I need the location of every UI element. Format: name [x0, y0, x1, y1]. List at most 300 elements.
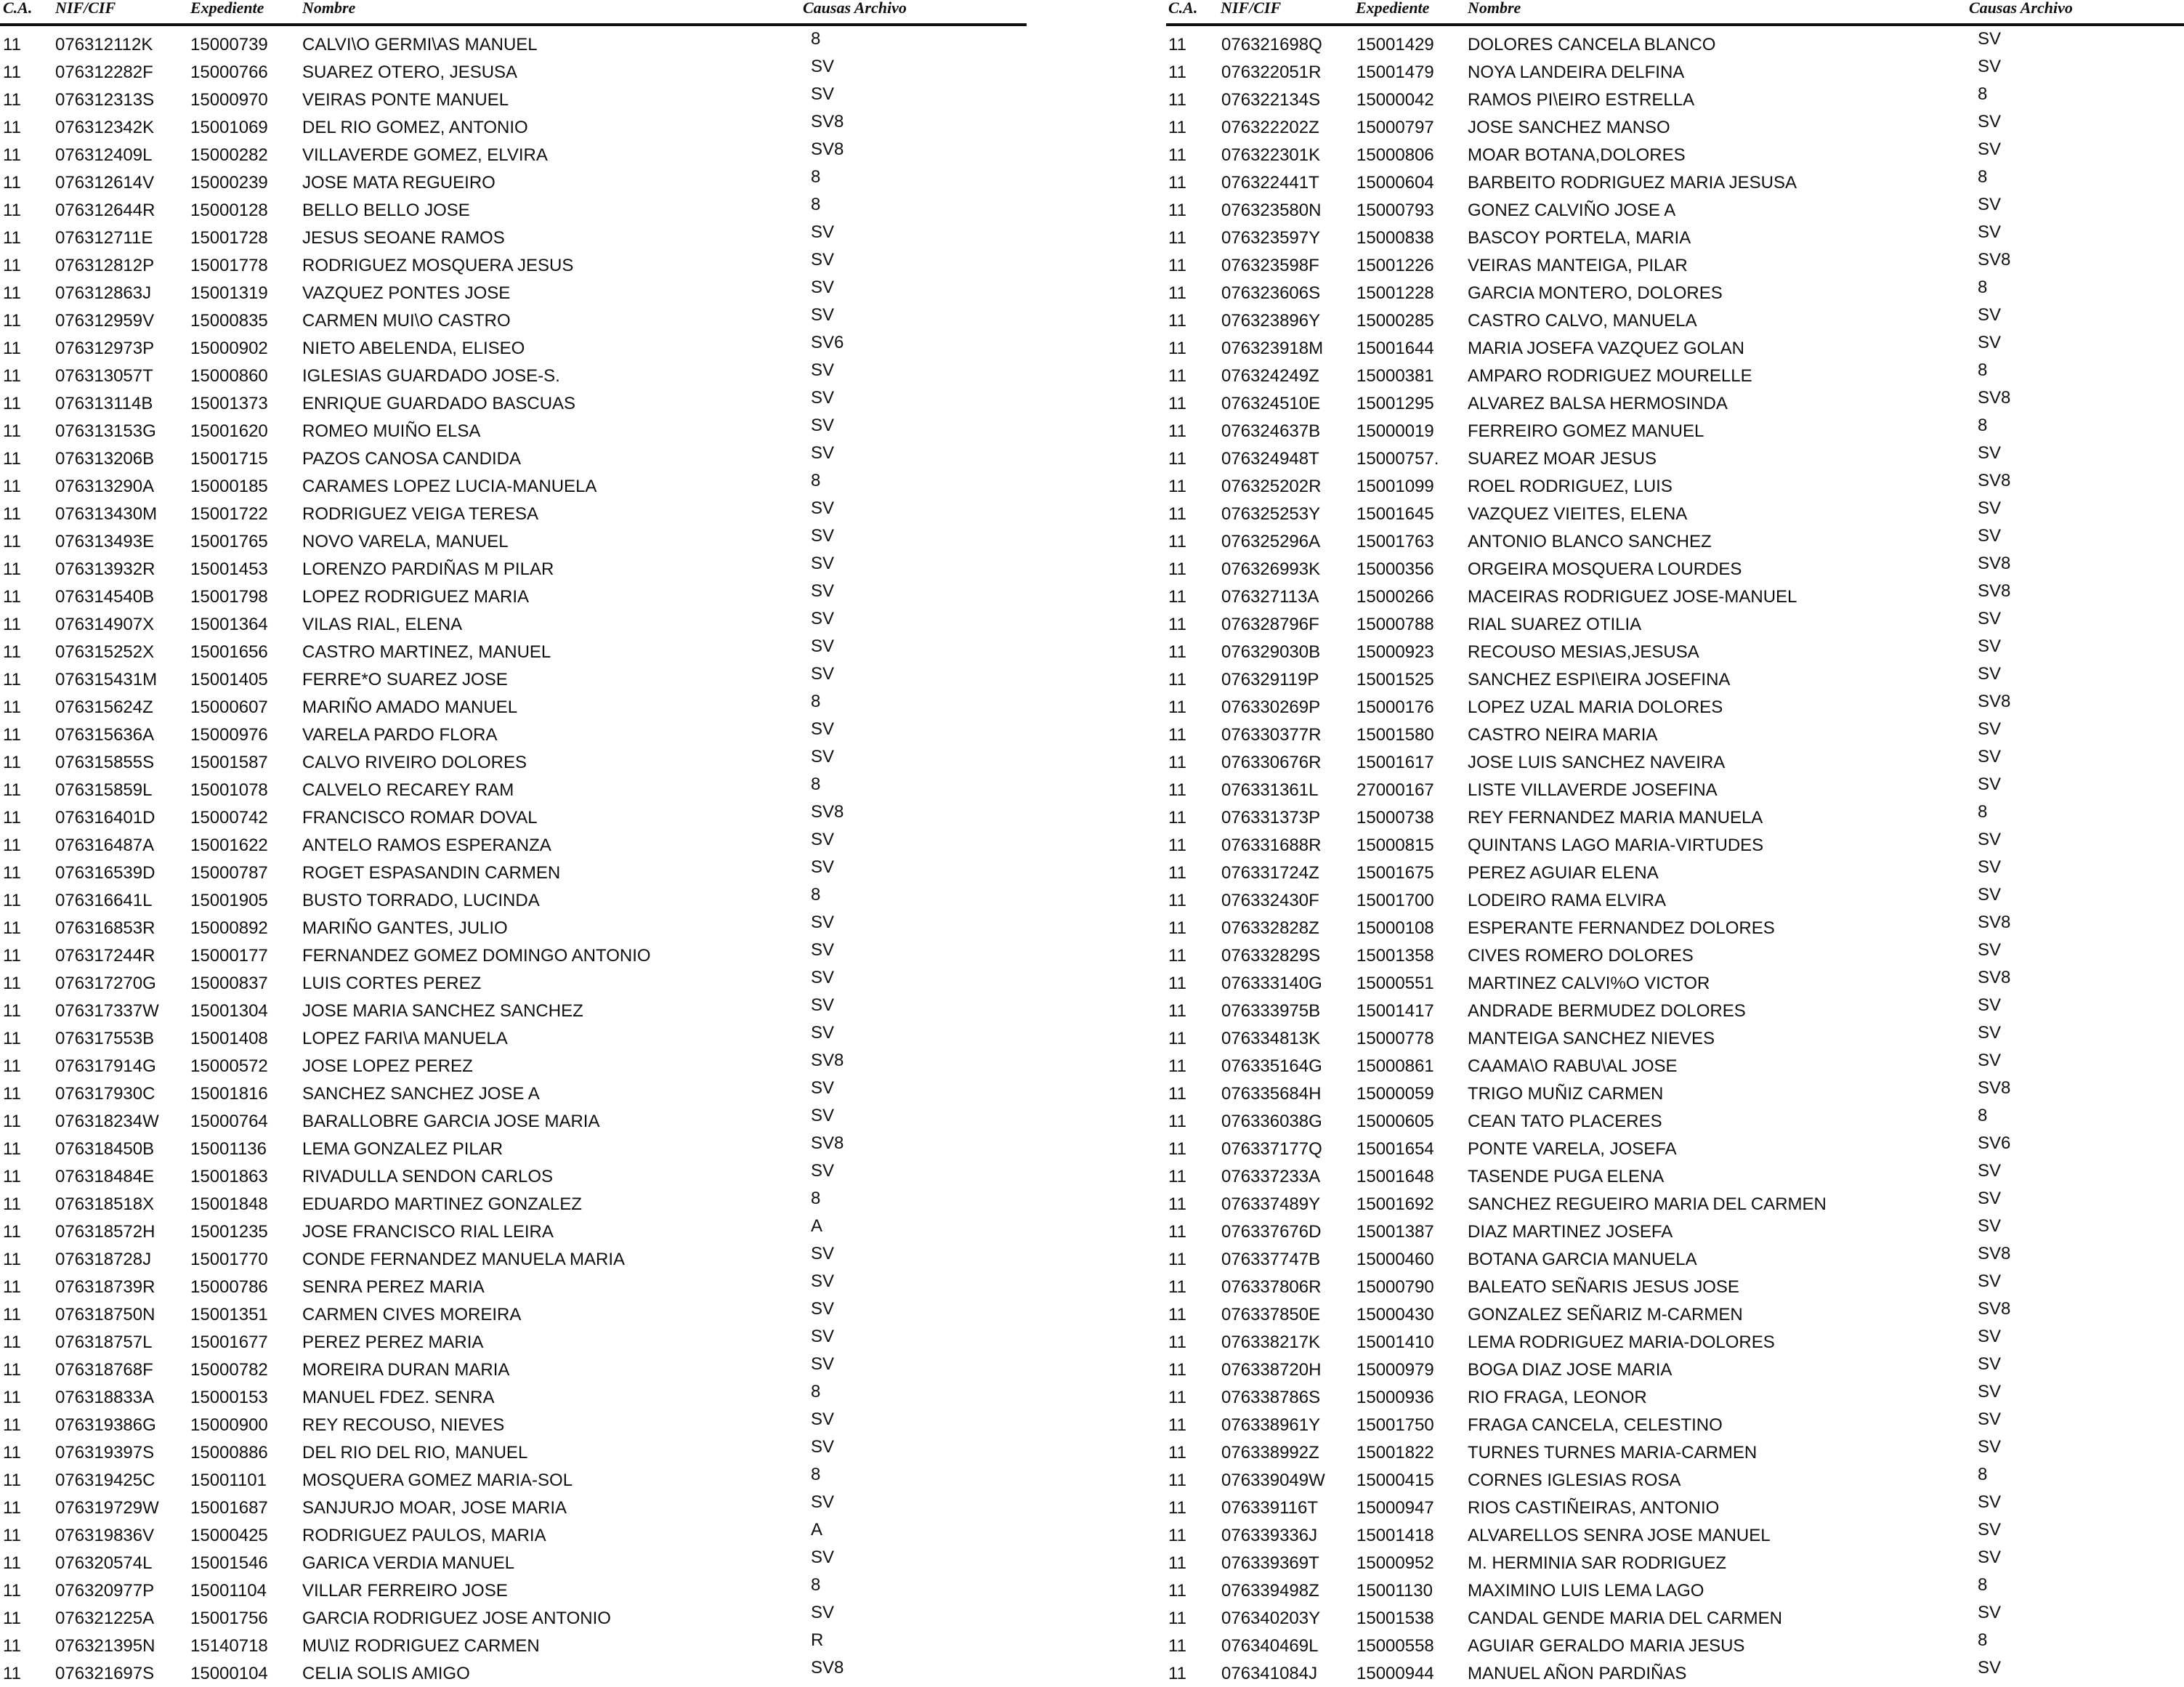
cell-nombre: PEREZ AGUIAR ELENA: [1468, 863, 1659, 883]
table-row: [1166, 31, 2184, 58]
cell-nif: 076341084J: [1221, 1664, 1318, 1683]
cell-ca: 11: [3, 615, 21, 634]
cell-nif: 076317244R: [55, 946, 155, 966]
cell-expediente: 15001756: [190, 1609, 268, 1628]
cell-nombre: CARMEN CIVES MOREIRA: [302, 1305, 522, 1324]
cell-causa: SV: [811, 1161, 835, 1181]
cell-causa: SV: [811, 443, 835, 463]
cell-expediente: 15140718: [190, 1636, 268, 1656]
cell-nombre: FERRE*O SUAREZ JOSE: [302, 670, 508, 689]
cell-expediente: 15000738: [1356, 808, 1434, 828]
table-row: [1166, 1632, 2184, 1659]
cell-nombre: RIVADULLA SENDON CARLOS: [302, 1167, 553, 1186]
cell-nif: 076331688R: [1221, 836, 1322, 855]
cell-causa: 8: [1978, 1106, 1988, 1125]
table-row: [0, 1577, 1032, 1604]
cell-causa: SV8: [811, 1133, 844, 1153]
cell-expediente: 15000786: [190, 1277, 268, 1297]
cell-causa: 8: [811, 167, 821, 187]
cell-causa: SV8: [1978, 554, 2011, 573]
cell-nif: 076339336J: [1221, 1526, 1318, 1545]
table-row: [0, 638, 1032, 666]
cell-nif: 076325296A: [1221, 532, 1321, 551]
cell-nombre: BALEATO SEÑARIS JESUS JOSE: [1468, 1277, 1739, 1297]
cell-expediente: 15000787: [190, 863, 268, 883]
cell-nif: 076316853R: [55, 918, 155, 938]
cell-expediente: 15000886: [190, 1443, 268, 1463]
cell-expediente: 15000900: [190, 1415, 268, 1435]
table-row: [1166, 1439, 2184, 1466]
cell-causa: SV: [811, 1354, 835, 1374]
cell-ca: 11: [1168, 421, 1186, 441]
cell-nombre: LUIS CORTES PEREZ: [302, 974, 482, 993]
cell-causa: SV6: [811, 333, 844, 352]
table-row: [0, 831, 1032, 859]
cell-nombre: SUAREZ OTERO, JESUSA: [302, 62, 518, 82]
cell-nombre: VILLAR FERREIRO JOSE: [302, 1581, 508, 1601]
cell-nif: 076321225A: [55, 1609, 155, 1628]
table-row: [1166, 610, 2184, 638]
cell-nif: 076316401D: [55, 808, 155, 828]
cell-nif: 076338217K: [1221, 1332, 1321, 1352]
table-row: [0, 1300, 1032, 1328]
cell-nif: 076330269P: [1221, 697, 1321, 717]
table-row: [0, 1328, 1032, 1356]
cell-causa: 8: [811, 195, 821, 214]
cell-expediente: 15001319: [190, 283, 268, 303]
cell-nif: 076326993K: [1221, 559, 1321, 579]
cell-ca: 11: [1168, 1388, 1186, 1407]
cell-ca: 11: [1168, 394, 1186, 413]
header-causas: Causas Archivo: [803, 0, 907, 17]
table-row: [0, 1052, 1032, 1080]
cell-nombre: CALVO RIVEIRO DOLORES: [302, 753, 527, 772]
cell-nombre: TRIGO MUÑIZ CARMEN: [1468, 1084, 1664, 1104]
table-row: [1166, 1218, 2184, 1245]
cell-causa: SV: [811, 84, 835, 104]
cell-ca: 11: [1168, 311, 1186, 331]
cell-expediente: 15000425: [190, 1526, 268, 1545]
cell-nombre: SANCHEZ ESPI\EIRA JOSEFINA: [1468, 670, 1731, 689]
cell-causa: 8: [1978, 416, 1988, 435]
cell-expediente: 15001750: [1356, 1415, 1434, 1435]
cell-nif: 076314907X: [55, 615, 155, 634]
cell-causa: SV: [1978, 305, 2002, 325]
table-row: [1166, 389, 2184, 417]
cell-causa: SV: [1978, 636, 2002, 656]
table-row: [1166, 307, 2184, 334]
table-row: [0, 583, 1032, 610]
cell-nombre: DEL RIO GOMEZ, ANTONIO: [302, 118, 528, 137]
cell-ca: 11: [3, 173, 21, 193]
cell-nif: 076312112K: [55, 35, 153, 54]
cell-ca: 11: [3, 118, 21, 137]
cell-nombre: MANUEL FDEZ. SENRA: [302, 1388, 495, 1407]
cell-nombre: MARIÑO GANTES, JULIO: [302, 918, 508, 938]
table-row: [0, 362, 1032, 389]
table-row: [0, 1494, 1032, 1521]
cell-nif: 076337489Y: [1221, 1194, 1321, 1214]
cell-nombre: REY RECOUSO, NIEVES: [302, 1415, 505, 1435]
cell-causa: SV: [1978, 774, 2002, 794]
cell-expediente: 15000153: [190, 1388, 268, 1407]
cell-expediente: 15001228: [1356, 283, 1434, 303]
cell-nif: 076321697S: [55, 1664, 155, 1683]
table-row: [1166, 279, 2184, 307]
table-row: [0, 279, 1032, 307]
cell-nif: 076333140G: [1221, 974, 1322, 993]
cell-causa: SV: [1978, 1520, 2002, 1540]
cell-expediente: 15001687: [190, 1498, 268, 1518]
cell-nombre: LEMA GONZALEZ PILAR: [302, 1139, 503, 1159]
cell-ca: 11: [1168, 1415, 1186, 1435]
cell-causa: SV: [811, 1437, 835, 1457]
cell-nombre: FRAGA CANCELA, CELESTINO: [1468, 1415, 1723, 1435]
cell-ca: 11: [1168, 477, 1186, 496]
cell-ca: 11: [3, 1001, 21, 1021]
cell-nif: 076332828Z: [1221, 918, 1319, 938]
cell-nif: 076313206B: [55, 449, 155, 469]
cell-expediente: 15000797: [1356, 118, 1434, 137]
cell-causa: 8: [1978, 1630, 1988, 1650]
cell-ca: 11: [1168, 1360, 1186, 1380]
table-row: [0, 1024, 1032, 1052]
cell-causa: SV: [811, 968, 835, 987]
cell-ca: 11: [3, 587, 21, 607]
cell-expediente: 15000793: [1356, 201, 1434, 220]
cell-expediente: 15000108: [1356, 918, 1434, 938]
cell-nombre: MOSQUERA GOMEZ MARIA-SOL: [302, 1470, 573, 1490]
cell-expediente: 15001722: [190, 504, 268, 524]
cell-causa: SV: [1978, 1492, 2002, 1512]
table-row: [0, 113, 1032, 141]
cell-nombre: AMPARO RODRIGUEZ MOURELLE: [1468, 366, 1752, 386]
cell-ca: 11: [1168, 62, 1186, 82]
table-row: [0, 527, 1032, 555]
cell-nif: 076335164G: [1221, 1056, 1322, 1076]
cell-nombre: LISTE VILLAVERDE JOSEFINA: [1468, 780, 1718, 800]
cell-ca: 11: [3, 1332, 21, 1352]
cell-ca: 11: [1168, 173, 1186, 193]
cell-nombre: PONTE VARELA, JOSEFA: [1468, 1139, 1677, 1159]
table-row: [0, 1549, 1032, 1577]
table-row: [1166, 169, 2184, 196]
header-nombre: Nombre: [302, 0, 356, 17]
table-row: [1166, 1383, 2184, 1411]
cell-nombre: LORENZO PARDIÑAS M PILAR: [302, 559, 554, 579]
cell-causa: SV: [811, 1106, 835, 1125]
cell-nombre: RODRIGUEZ MOSQUERA JESUS: [302, 256, 574, 275]
cell-expediente: 15001304: [190, 1001, 268, 1021]
cell-ca: 11: [1168, 725, 1186, 745]
cell-nombre: TURNES TURNES MARIA-CARMEN: [1468, 1443, 1758, 1463]
cell-expediente: 15001387: [1356, 1222, 1434, 1242]
cell-causa: SV: [811, 664, 835, 684]
cell-nombre: EDUARDO MARTINEZ GONZALEZ: [302, 1194, 582, 1214]
cell-nif: 076322051R: [1221, 62, 1322, 82]
cell-nombre: SANJURJO MOAR, JOSE MARIA: [302, 1498, 567, 1518]
cell-causa: SV: [1978, 747, 2002, 766]
table-row: [1166, 1466, 2184, 1494]
cell-nif: 076312812P: [55, 256, 155, 275]
cell-ca: 11: [3, 1636, 21, 1656]
cell-causa: SV: [811, 278, 835, 297]
cell-causa: SV: [1978, 1437, 2002, 1457]
cell-causa: SV: [1978, 995, 2002, 1015]
cell-causa: SV8: [1978, 581, 2011, 601]
cell-nif: 076323918M: [1221, 339, 1324, 358]
cell-nombre: BASCOY PORTELA, MARIA: [1468, 228, 1691, 248]
cell-ca: 11: [1168, 1553, 1186, 1573]
cell-causa: R: [811, 1630, 824, 1650]
table-row: [1166, 527, 2184, 555]
cell-causa: 8: [1978, 167, 1988, 187]
cell-expediente: 15001675: [1356, 863, 1434, 883]
header-expediente: Expediente: [190, 0, 264, 17]
cell-causa: SV8: [1978, 1078, 2011, 1098]
cell-nif: 076312313S: [55, 90, 155, 110]
cell-nif: 076319836V: [55, 1526, 155, 1545]
cell-causa: SV: [1978, 498, 2002, 518]
cell-ca: 11: [1168, 201, 1186, 220]
cell-nif: 076322202Z: [1221, 118, 1319, 137]
cell-nif: 076313114B: [55, 394, 153, 413]
cell-expediente: 15001587: [190, 753, 268, 772]
cell-nif: 076321395N: [55, 1636, 155, 1656]
cell-expediente: 15000104: [190, 1664, 268, 1683]
cell-nombre: CALVELO RECAREY RAM: [302, 780, 514, 800]
cell-causa: SV: [811, 636, 835, 656]
table-row: [1166, 362, 2184, 389]
cell-ca: 11: [3, 1360, 21, 1380]
cell-ca: 11: [3, 1553, 21, 1573]
cell-causa: SV: [811, 222, 835, 242]
cell-nombre: REY FERNANDEZ MARIA MANUELA: [1468, 808, 1763, 828]
cell-nif: 076317930C: [55, 1084, 155, 1104]
table-row: [0, 1218, 1032, 1245]
cell-nombre: BOTANA GARCIA MANUELA: [1468, 1250, 1697, 1269]
cell-expediente: 15000558: [1356, 1636, 1434, 1656]
cell-nombre: CASTRO NEIRA MARIA: [1468, 725, 1658, 745]
table-row: [1166, 1080, 2184, 1107]
cell-expediente: 15001822: [1356, 1443, 1434, 1463]
cell-expediente: 15000947: [1356, 1498, 1434, 1518]
cell-expediente: 15000604: [1356, 173, 1434, 193]
cell-nif: 076323598F: [1221, 256, 1319, 275]
cell-ca: 11: [3, 1084, 21, 1104]
header-rule: [1166, 23, 2184, 26]
cell-nombre: SANCHEZ SANCHEZ JOSE A: [302, 1084, 540, 1104]
cell-expediente: 15001692: [1356, 1194, 1434, 1214]
cell-nif: 076318739R: [55, 1277, 155, 1297]
table-row: [0, 1439, 1032, 1466]
cell-causa: SV: [1978, 1658, 2002, 1678]
cell-causa: SV: [1978, 1327, 2002, 1346]
table-row: [1166, 224, 2184, 251]
cell-expediente: 15000970: [190, 90, 268, 110]
cell-nif: 076324249Z: [1221, 366, 1319, 386]
cell-ca: 11: [1168, 1222, 1186, 1242]
cell-nombre: ALVARELLOS SENRA JOSE MANUEL: [1468, 1526, 1771, 1545]
cell-nif: 076323896Y: [1221, 311, 1321, 331]
cell-nombre: FERREIRO GOMEZ MANUEL: [1468, 421, 1704, 441]
table-row: [1166, 1024, 2184, 1052]
cell-expediente: 15000952: [1356, 1553, 1434, 1573]
cell-nif: 076313153G: [55, 421, 156, 441]
table-row: [1166, 583, 2184, 610]
cell-nombre: MOAR BOTANA,DOLORES: [1468, 145, 1686, 165]
cell-nif: 076330676R: [1221, 753, 1322, 772]
table-row: [1166, 1162, 2184, 1190]
table-row: [1166, 776, 2184, 804]
cell-nif: 076330377R: [1221, 725, 1322, 745]
cell-nif: 076317914G: [55, 1056, 156, 1076]
table-row: [0, 58, 1032, 86]
cell-ca: 11: [1168, 1443, 1186, 1463]
cell-nif: 076328796F: [1221, 615, 1319, 634]
cell-nombre: VARELA PARDO FLORA: [302, 725, 498, 745]
table-row: [0, 417, 1032, 445]
cell-causa: 8: [811, 1465, 821, 1484]
table-row: [1166, 1549, 2184, 1577]
cell-ca: 11: [3, 62, 21, 82]
cell-nombre: MACEIRAS RODRIGUEZ JOSE-MANUEL: [1468, 587, 1797, 607]
cell-expediente: 15001728: [190, 228, 268, 248]
cell-expediente: 15001104: [190, 1581, 267, 1601]
cell-causa: SV: [1978, 1409, 2002, 1429]
cell-nif: 076312282F: [55, 62, 153, 82]
cell-nif: 076337850E: [1221, 1305, 1321, 1324]
cell-expediente: 15001373: [190, 394, 268, 413]
cell-causa: SV: [811, 1244, 835, 1263]
cell-nombre: BOGA DIAZ JOSE MARIA: [1468, 1360, 1673, 1380]
cell-nif: 076312973P: [55, 339, 155, 358]
cell-causa: SV: [811, 1409, 835, 1429]
cell-causa: SV: [811, 305, 835, 325]
cell-ca: 11: [1168, 587, 1186, 607]
cell-causa: SV: [811, 1023, 835, 1043]
cell-nif: 076312644R: [55, 201, 155, 220]
cell-ca: 11: [3, 1056, 21, 1076]
cell-nif: 076317553B: [55, 1029, 155, 1048]
cell-ca: 11: [3, 1305, 21, 1324]
cell-expediente: 15001770: [190, 1250, 268, 1269]
cell-causa: SV: [1978, 526, 2002, 546]
cell-ca: 11: [1168, 1581, 1186, 1601]
cell-nif: 076322301K: [1221, 145, 1321, 165]
cell-nombre: MARTINEZ CALVI%O VICTOR: [1468, 974, 1710, 993]
cell-expediente: 15000757.: [1356, 449, 1439, 469]
cell-ca: 11: [3, 366, 21, 386]
table-row: [1166, 1411, 2184, 1439]
cell-ca: 11: [1168, 1029, 1186, 1048]
cell-expediente: 15000923: [1356, 642, 1434, 662]
cell-ca: 11: [1168, 642, 1186, 662]
cell-causa: SV: [811, 913, 835, 932]
cell-ca: 11: [3, 808, 21, 828]
cell-ca: 11: [3, 670, 21, 689]
cell-expediente: 15001479: [1356, 62, 1434, 82]
cell-causa: SV: [811, 940, 835, 960]
cell-ca: 11: [1168, 1332, 1186, 1352]
header-ca: C.A.: [1168, 0, 1198, 17]
cell-nif: 076319386G: [55, 1415, 156, 1435]
cell-nif: 076312409L: [55, 145, 153, 165]
cell-nif: 076338720H: [1221, 1360, 1322, 1380]
cell-causa: SV: [1978, 1354, 2002, 1374]
cell-ca: 11: [1168, 780, 1186, 800]
cell-nombre: LOPEZ FARI\A MANUELA: [302, 1029, 508, 1048]
cell-causa: SV: [811, 498, 835, 518]
header-nif: NIF/CIF: [1221, 0, 1282, 17]
cell-causa: SV: [1978, 1382, 2002, 1401]
cell-causa: SV: [811, 995, 835, 1015]
cell-nombre: BARBEITO RODRIGUEZ MARIA JESUSA: [1468, 173, 1797, 193]
table-row: [1166, 1190, 2184, 1218]
cell-ca: 11: [1168, 559, 1186, 579]
cell-nif: 076324637B: [1221, 421, 1321, 441]
cell-causa: SV: [811, 360, 835, 380]
cell-nif: 076329030B: [1221, 642, 1321, 662]
cell-expediente: 15001816: [190, 1084, 268, 1104]
table-body: [1166, 31, 2184, 1687]
cell-expediente: 15000838: [1356, 228, 1434, 248]
table-row: [0, 721, 1032, 748]
cell-ca: 11: [1168, 256, 1186, 275]
cell-nif: 076324948T: [1221, 449, 1319, 469]
cell-expediente: 15001863: [190, 1167, 268, 1186]
table-row: [0, 748, 1032, 776]
table-row: [0, 1632, 1032, 1659]
table-row: [1166, 1356, 2184, 1383]
cell-ca: 11: [1168, 145, 1186, 165]
table-row: [1166, 1245, 2184, 1273]
cell-expediente: 15000551: [1356, 974, 1434, 993]
cell-nombre: NOVO VARELA, MANUEL: [302, 532, 509, 551]
table-row: [0, 500, 1032, 527]
table-row: [1166, 1521, 2184, 1549]
table-row: [0, 610, 1032, 638]
cell-nif: 076312959V: [55, 311, 155, 331]
cell-causa: SV8: [1978, 692, 2011, 711]
cell-causa: SV: [1978, 664, 2002, 684]
cell-nif: 076316539D: [55, 863, 155, 883]
table-row: [0, 1107, 1032, 1135]
cell-ca: 11: [1168, 1001, 1186, 1021]
cell-expediente: 15001763: [1356, 532, 1434, 551]
cell-ca: 11: [3, 1139, 21, 1159]
cell-nif: 076337233A: [1221, 1167, 1321, 1186]
cell-expediente: 15001078: [190, 780, 268, 800]
cell-nombre: AGUIAR GERALDO MARIA JESUS: [1468, 1636, 1745, 1656]
cell-causa: SV: [1978, 1216, 2002, 1236]
cell-causa: SV: [1978, 1189, 2002, 1208]
cell-ca: 11: [1168, 1305, 1186, 1324]
cell-expediente: 15000944: [1356, 1664, 1434, 1683]
cell-causa: SV: [1978, 333, 2002, 352]
cell-nombre: JOSE SANCHEZ MANSO: [1468, 118, 1670, 137]
cell-causa: 8: [1978, 1575, 1988, 1595]
cell-nombre: MANTEIGA SANCHEZ NIEVES: [1468, 1029, 1715, 1048]
cell-causa: SV: [1978, 222, 2002, 242]
cell-nombre: GARICA VERDIA MANUEL: [302, 1553, 515, 1573]
cell-nif: 076340469L: [1221, 1636, 1319, 1656]
cell-ca: 11: [1168, 1139, 1186, 1159]
table-row: [0, 1383, 1032, 1411]
cell-causa: SV6: [1978, 1133, 2011, 1153]
cell-expediente: 15000282: [190, 145, 268, 165]
cell-nombre: RIAL SUAREZ OTILIA: [1468, 615, 1642, 634]
